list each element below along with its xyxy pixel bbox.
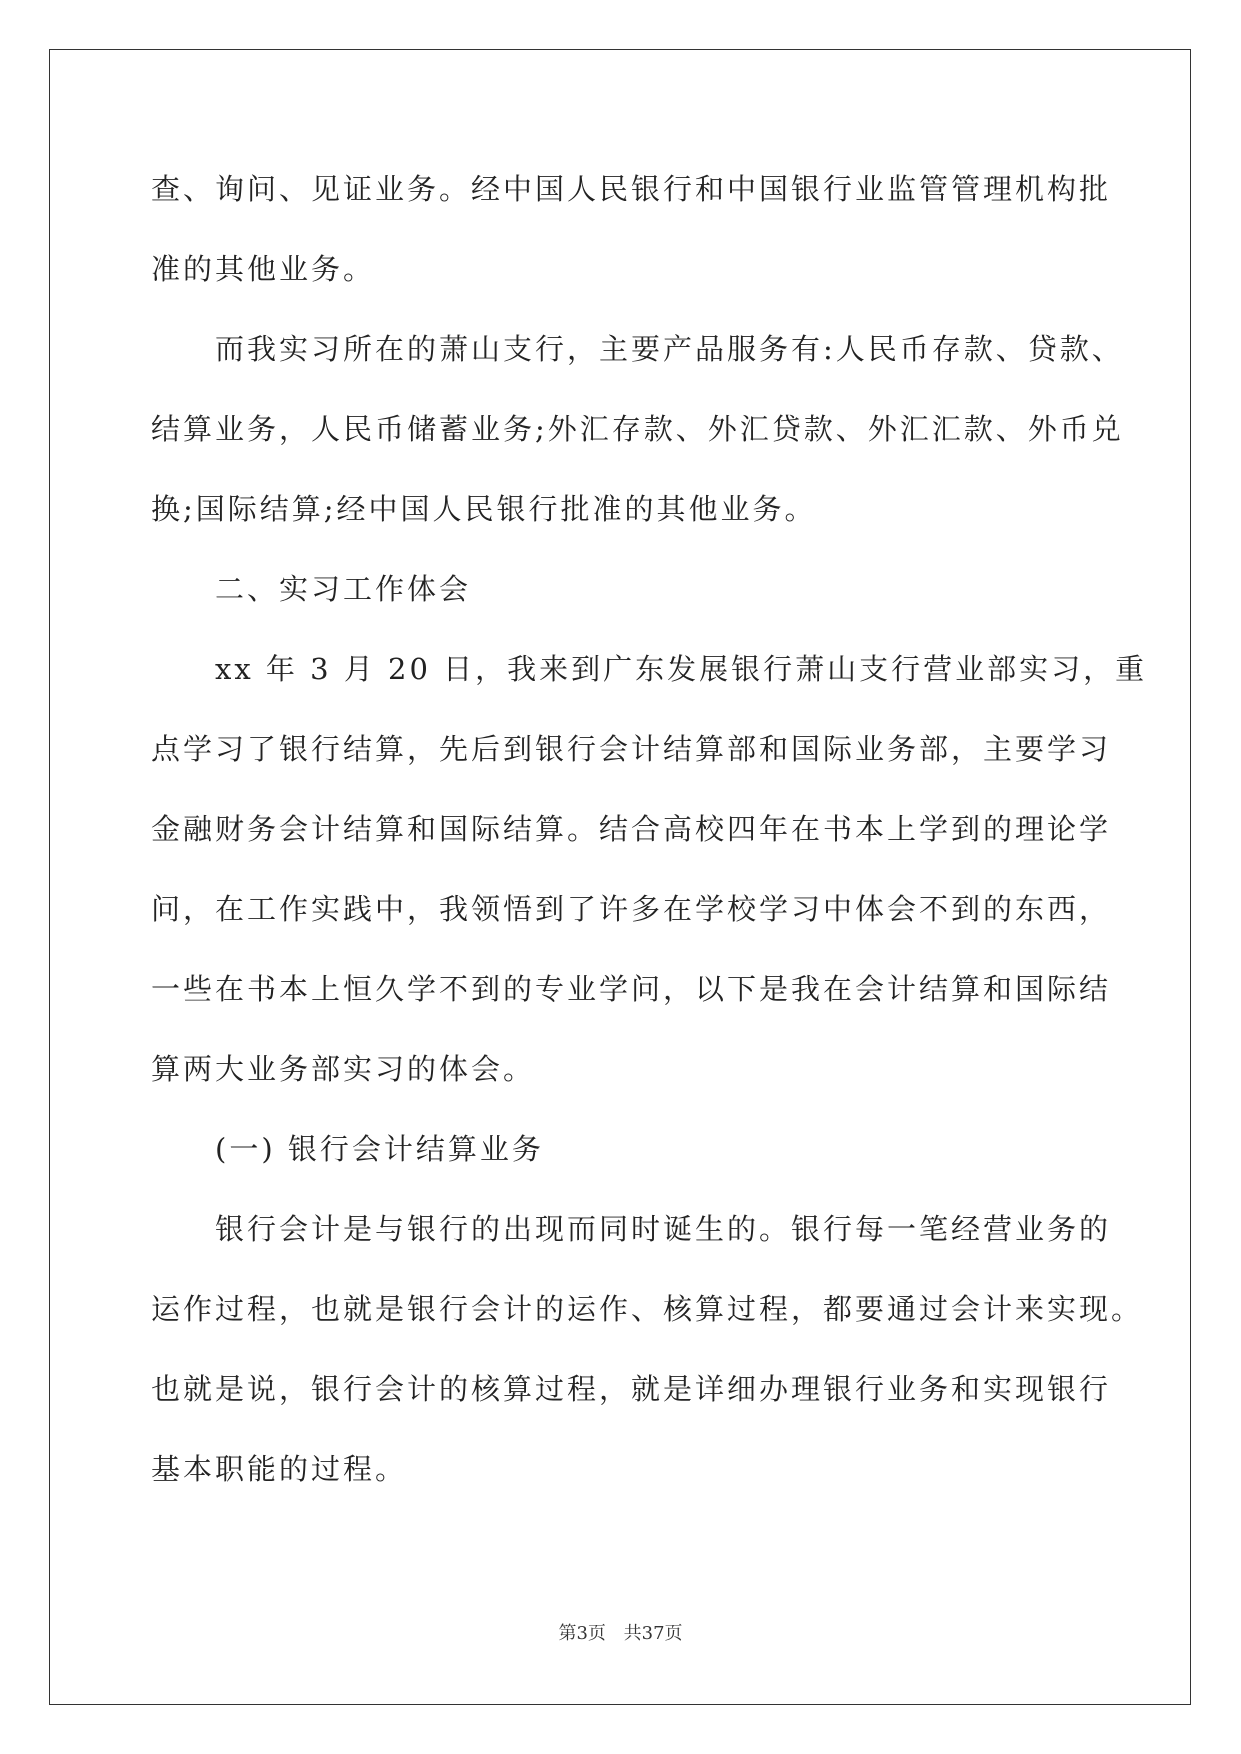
text-line: 一些在书本上恒久学不到的专业学问，以下是我在会计结算和国际结: [151, 972, 1112, 1006]
text-line: 银行会计是与银行的出现而同时诞生的。银行每一笔经营业务的: [215, 1212, 1112, 1246]
page-footer: [0, 1619, 1241, 1645]
body-text: [151, 161, 1148, 1521]
text-line: 点学习了银行结算，先后到银行会计结算部和国际业务部，主要学习: [151, 732, 1112, 766]
text-line: 运作过程，也就是银行会计的运作、核算过程，都要通过会计来实现。: [151, 1292, 1144, 1326]
text-line: 基本职能的过程。: [151, 1452, 408, 1486]
text-line: 换;国际结算;经中国人民银行批准的其他业务。: [151, 492, 817, 526]
text-line: 准的其他业务。: [151, 252, 376, 286]
text-line: 也就是说，银行会计的核算过程，就是详细办理银行业务和实现银行: [151, 1372, 1112, 1406]
text-line: 查、询问、见证业务。经中国人民银行和中国银行业监管管理机构批: [151, 172, 1112, 206]
text-line: xx 年 3 月 20 日，我来到广东发展银行萧山支行营业部实习，重: [215, 652, 1148, 686]
subsection-heading: (一) 银行会计结算业务: [215, 1132, 544, 1166]
text-line: 结算业务，人民币储蓄业务;外汇存款、外汇贷款、外汇汇款、外币兑: [151, 412, 1124, 446]
text-line: 问，在工作实践中，我领悟到了许多在学校学习中体会不到的东西，: [151, 892, 1112, 926]
text-line: 而我实习所在的萧山支行，主要产品服务有:人民币存款、贷款、: [215, 332, 1124, 366]
text-line: 算两大业务部实习的体会。: [151, 1052, 536, 1086]
section-heading: 二、实习工作体会: [215, 572, 472, 606]
text-line: 金融财务会计结算和国际结算。结合高校四年在书本上学到的理论学: [151, 812, 1112, 846]
total-pages: 共37页: [623, 1623, 683, 1644]
page-number: 第3页: [558, 1623, 606, 1644]
